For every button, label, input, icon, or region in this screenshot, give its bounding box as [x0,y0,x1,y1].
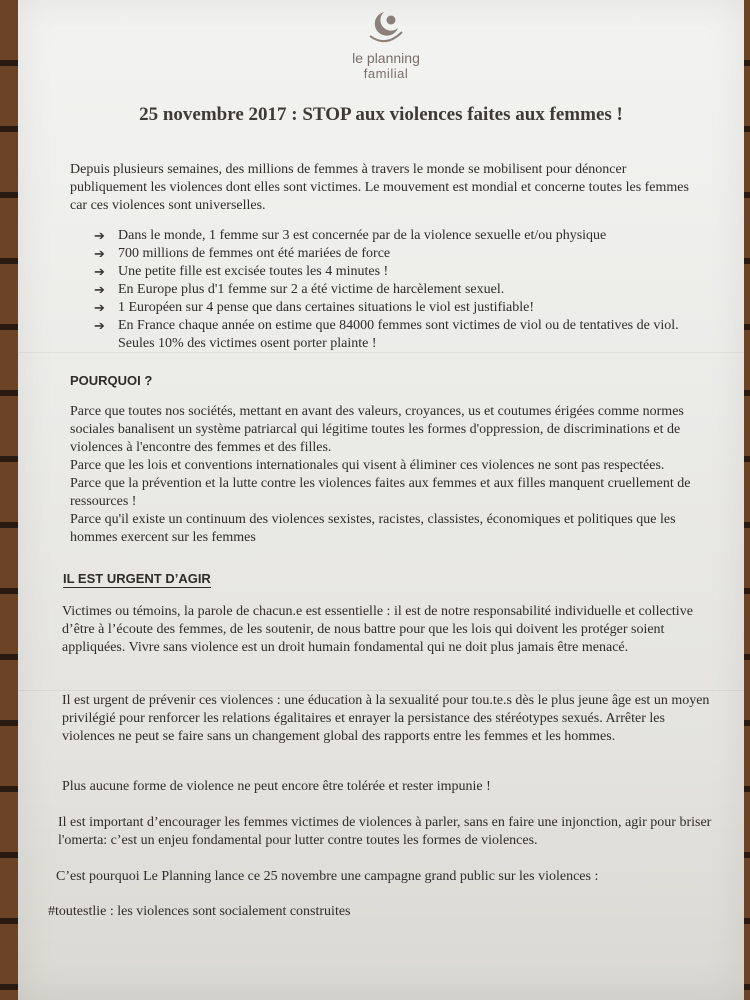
list-item: ➔ En Europe plus d'1 femme sur 2 a été victime de harcèlement sexuel. [94,282,505,297]
flyer-sheet [18,0,744,1000]
planning-familial-logo [336,6,436,81]
planning-familial-logo-icon [364,6,408,50]
section-heading-urgent: IL EST URGENT D’AGIR [63,571,211,586]
intro-paragraph: Depuis plusieurs semaines, des millions de femmes à travers le monde se mobilisent pour dénoncer publiquement les violences dont elles sont victimes. Le mouvement est mondial et concerne toutes les femmes car ces violences sont universelles. [70,162,689,213]
campaign-paragraph: C’est pourquoi Le Planning lance ce 25 novembre une campagne grand public sur les violences : [56,869,599,884]
list-item: ➔ 700 millions de femmes ont été mariées de force [94,246,391,261]
list-item: ➔ Dans le monde, 1 femme sur 3 est concernée par de la violence sexuelle et/ou physique [94,228,607,243]
pourquoi-paragraph: Parce qu'il existe un continuum des violences sexistes, racistes, classistes, économiques et politiques que les hommes exercent sur les femmes [70,512,676,545]
victimes-paragraph: Victimes ou témoins, la parole de chacun.e est essentielle : il est de notre responsabilité individuelle et collective d’être à l’écoute des femmes, de les soutenir, de nous battre pour que les lois qui doivent les protéger soient appliquées. Vivre sans violence est un droit humain fondamental qui ne doit plus jamais être menacé. [62,604,693,655]
wooden-table-edge [0,0,18,1000]
arrow-right-icon: ➔ [94,228,105,243]
section-heading-pourquoi: POURQUOI ? [70,373,153,388]
paper-fold-line [18,690,744,691]
pourquoi-paragraph: Parce que toutes nos sociétés, mettant en avant des valeurs, croyances, us et coutumes érigées comme normes sociales banalisent un système patriarcal qui légitime toutes les formes d'oppression, de discriminations et de violences à l'encontre des femmes et des filles. [70,404,684,455]
wooden-table-edge-right [744,0,750,1000]
impunity-paragraph: Plus aucune forme de violence ne peut encore être tolérée et rester impunie ! [62,779,491,794]
arrow-right-icon: ➔ [94,246,105,261]
logo-text-line2: familial [363,66,409,81]
statistics-list [92,227,712,353]
logo-text-line1: le planning [352,50,420,66]
arrow-right-icon: ➔ [94,318,105,333]
arrow-right-icon: ➔ [94,300,105,315]
arrow-right-icon: ➔ [94,264,105,279]
list-item: ➔ Une petite fille est excisée toutes les 4 minutes ! [94,264,389,279]
hashtag-line: #toutestlie : les violences sont socialement construites [48,904,351,919]
list-item: ➔ 1 Européen sur 4 pense que dans certaines situations le viol est justifiable! [94,300,535,315]
list-item: ➔ En France chaque année on estime que 84000 femmes sont victimes de viol ou de tentatives de viol. Seules 10% des victimes osent porter plainte ! [94,318,679,351]
page-title: 25 novembre 2017 : STOP aux violences faites aux femmes ! [139,104,623,125]
pourquoi-paragraph: Parce que les lois et conventions internationales qui visent à éliminer ces violences ne sont pas respectées. [70,458,665,473]
prevenir-paragraph: Il est urgent de prévenir ces violences : une éducation à la sexualité pour tou.te.s dès le plus jeune âge est un moyen privilégié pour renforcer les relations égalitaires et enrayer la persistance des stéréotypes sexués. Arrêter les violences ne peut se faire sans un changement global des rapports entre les femmes et les hommes. [62,693,710,744]
encourage-paragraph: Il est important d’encourager les femmes victimes de violences à parler, sans en faire une injonction, agir pour briser l'omerta: c’est un enjeu fondamental pour lutter contre toutes les formes de violences. [58,815,712,848]
arrow-right-icon: ➔ [94,282,105,297]
pourquoi-section [70,403,710,547]
pourquoi-paragraph: Parce que la prévention et la lutte contre les violences faites aux femmes et aux filles manquent cruellement de ressources ! [70,476,691,509]
